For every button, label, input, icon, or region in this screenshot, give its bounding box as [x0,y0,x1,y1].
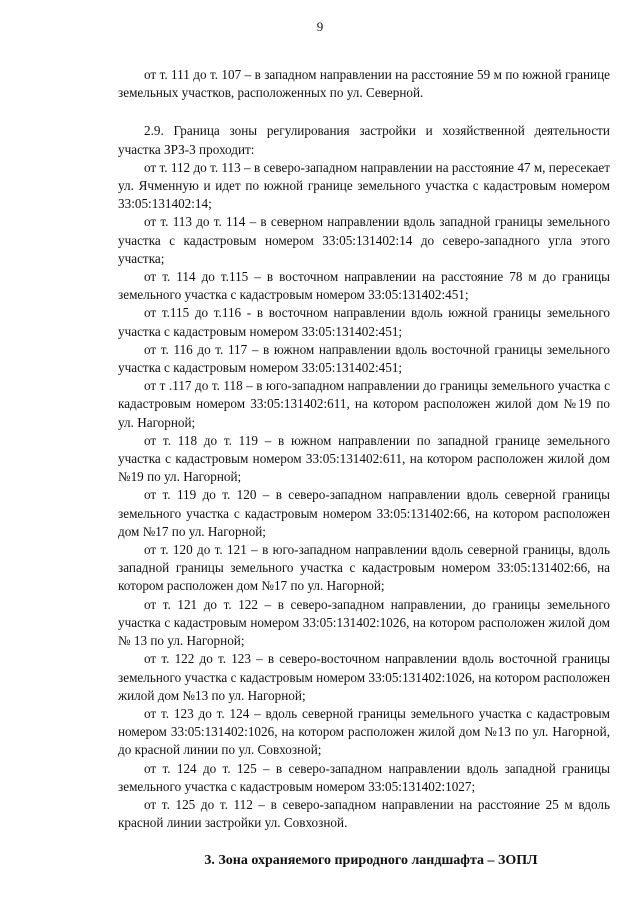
boundary-item: от т. 122 до т. 123 – в северо-восточном направлении вдоль восточной границы земельного участка с кадастровым номером 33:05:131402:1026, на котором расположен жилой дом №13 по ул. Нагорной; [118,651,610,703]
section-3-title: 3. Зона охраняемого природного ландшафта – ЗОПЛ [204,853,538,869]
paragraph-gap [118,832,610,852]
boundary-item: от т. 120 до т. 121 – в юго-западном направлении вдоль северной границы, вдоль западной границы земельного участка с кадастровым номером 33:05:131402:66, на котором расположен дом №17 по ул. Нагорной; [118,542,610,594]
boundary-item: от т .117 до т. 118 – в юго-западном направлении до границы земельного участка с кадастровым номером 33:05:131402:611, на котором расположен жилой дом №19 по ул. Нагорной; [118,378,610,430]
boundary-item: от т.115 до т.116 - в восточном направлении вдоль южной границы земельного участка с кадастровым номером 33:05:131402:451; [118,305,610,339]
boundary-item: от т. 125 до т. 112 – в северо-западном направлении на расстояние 25 м вдоль красной линии застройки ул. Совхозной. [118,796,610,831]
boundary-item: от т. 114 до т.115 – в восточном направлении на расстояние 78 м до границы земельного участка с кадастровым номером 33:05:131402:451; [118,269,610,303]
boundary-item: от т. 112 до т. 113 – в северо-западном направлении на расстояние 47 м, пересекает ул. Ячменную и идет по южной границе земельного участка с кадастровым номером 33:05:131402:14; [118,159,610,212]
boundary-item: от т. 123 до т. 124 – вдоль северной границы земельного участка с кадастровым номером 33:05:131402:1026, на котором расположен жилой дом №13 по ул. Нагорной, до красной линии по ул. Совхозной; [118,705,610,758]
boundary-item: от т. 116 до т. 117 – в южном направлении вдоль восточной границы земельного участка с кадастровым номером 33:05:131402:451; [118,341,610,376]
paragraph-gap [118,102,610,122]
document-body [118,66,610,871]
boundary-item: от т. 118 до т. 119 – в южном направлении по западной границе земельного участка с кадастровым номером 33:05:131402:611, на котором расположен жилой дом №19 по ул. Нагорной; [118,432,610,485]
section-2-9-heading: 2.9. Граница зоны регулирования застройки и хозяйственной деятельности участка ЗРЗ-3 проходит: [118,123,610,157]
page-number: 9 [316,19,324,34]
intro-paragraph: от т. 111 до т. 107 – в западном направлении на расстояние 59 м по южной границе земельных участков, расположенных по ул. Северной. [118,67,610,101]
boundary-item: от т. 119 до т. 120 – в северо-западном направлении вдоль северной границы земельного участка с кадастровым номером 33:05:131402:66, на котором расположен дом №17 по ул. Нагорной; [118,487,610,539]
boundary-item: от т. 121 до т. 122 – в северо-западном направлении, до границы земельного участка с кадастровым номером 33:05:131402:1026, на котором расположен жилой дом № 13 по ул. Нагорной; [118,596,610,649]
boundary-item: от т. 124 до т. 125 – в северо-западном направлении вдоль западной границы земельного участка с кадастровым номером 33:05:131402:1027; [118,760,610,794]
boundary-item: от т. 113 до т. 114 – в северном направлении вдоль западной границы земельного участка с кадастровым номером 33:05:131402:14 до северо-западного угла этого участка; [118,214,610,266]
